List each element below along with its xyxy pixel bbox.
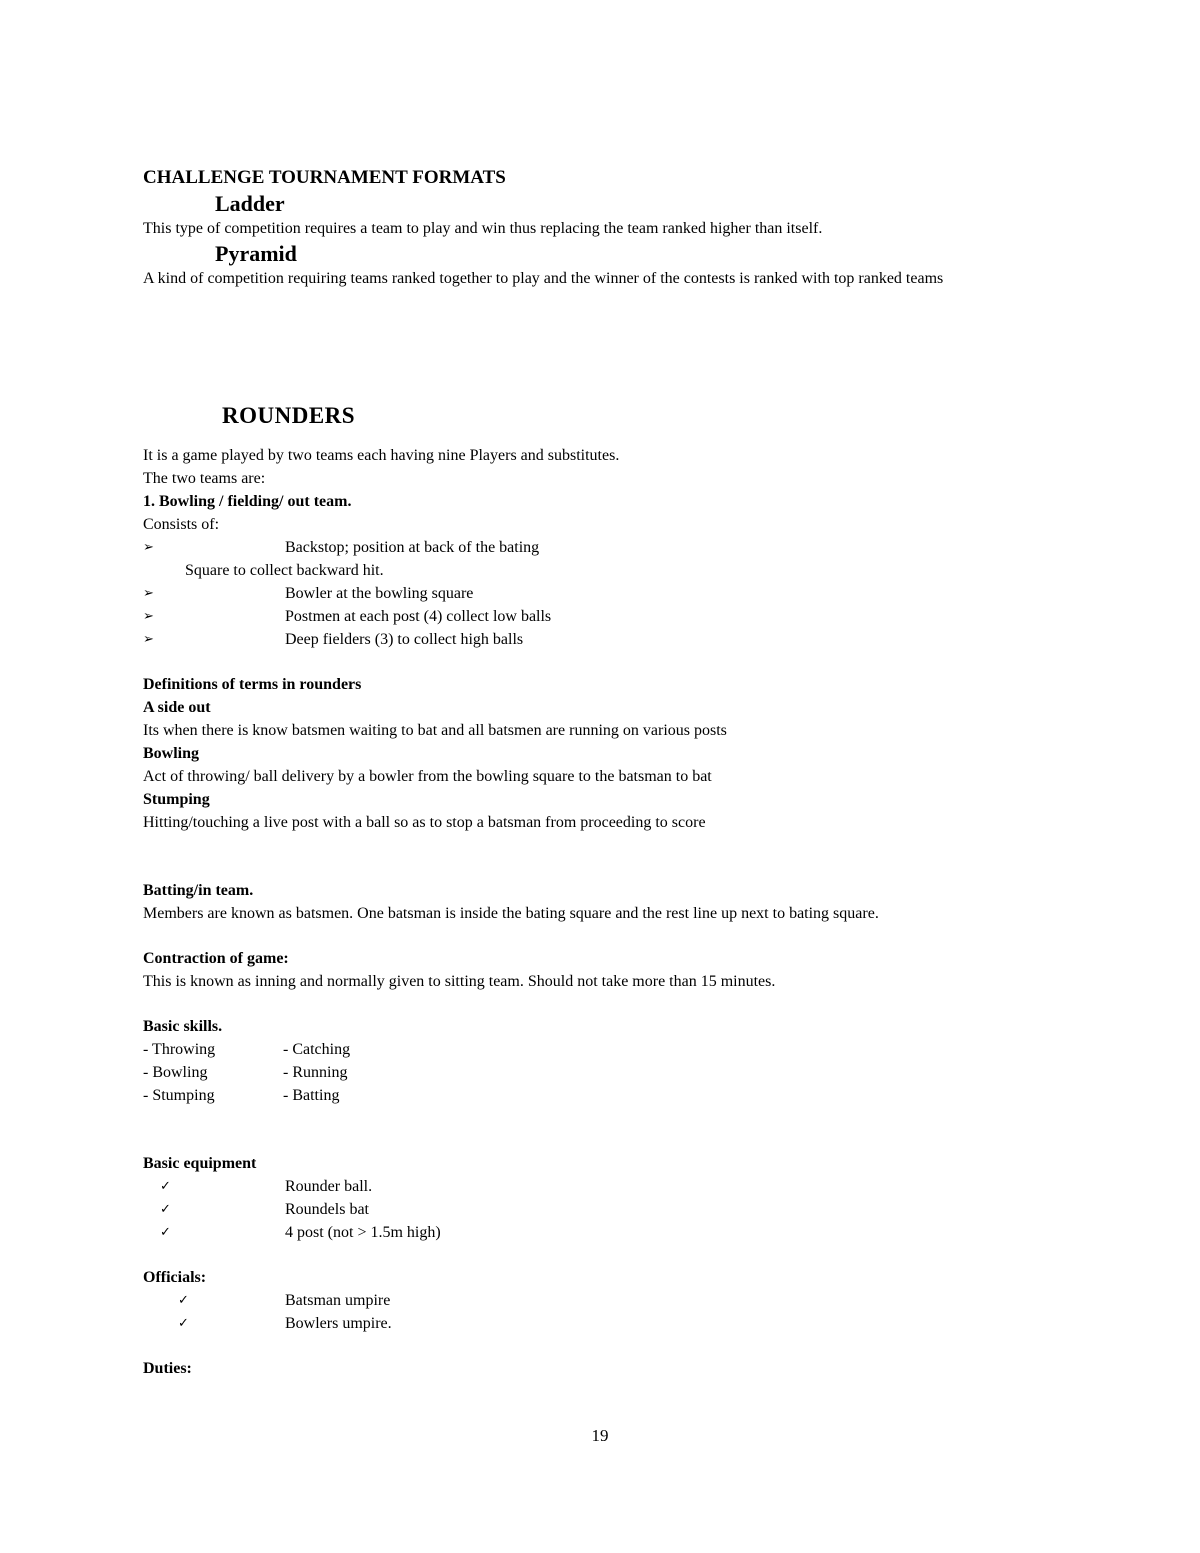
arrow-bullet-icon: ➢ — [143, 586, 154, 601]
skill-item: - Batting — [283, 1087, 340, 1104]
batting-team-description: Members are known as batsmen. One batsman is inside the bating square and the rest line up next to bating square. — [143, 905, 879, 922]
term-name: Stumping — [143, 791, 210, 808]
officials-heading: Officials: — [143, 1269, 207, 1286]
skills-row — [143, 1061, 1058, 1084]
equipment-list-item — [143, 1175, 1058, 1198]
bowling-team-heading: 1. Bowling / fielding/ out team. — [143, 493, 352, 510]
pyramid-description: A kind of competition requiring teams ranked together to play and the winner of the contests is ranked with top ranked teams — [143, 270, 944, 287]
equipment-item-text: Roundels bat — [285, 1201, 369, 1218]
term-name: Bowling — [143, 745, 200, 762]
skill-item: - Catching — [283, 1041, 351, 1058]
fielding-list-item — [143, 536, 1058, 559]
page-content — [143, 166, 1058, 1380]
basic-skills-heading: Basic skills. — [143, 1018, 223, 1035]
definitions-heading: Definitions of terms in rounders — [143, 676, 362, 693]
officials-list-item — [143, 1312, 1058, 1335]
term-definition: Hitting/touching a live post with a ball so as to stop a batsman from proceeding to score — [143, 814, 706, 831]
contraction-description: This is known as inning and normally given to sitting team. Should not take more than 15 minutes. — [143, 973, 776, 990]
arrow-bullet-icon: ➢ — [143, 540, 154, 555]
arrow-bullet-icon: ➢ — [143, 609, 154, 624]
term-name: A side out — [143, 699, 211, 716]
skill-item: - Running — [283, 1064, 348, 1081]
tournament-formats-heading: CHALLENGE TOURNAMENT FORMATS — [143, 167, 506, 188]
skill-item: - Stumping — [143, 1087, 215, 1104]
official-item-text: Bowlers umpire. — [285, 1315, 392, 1332]
checkmark-bullet-icon: ✓ — [178, 1293, 189, 1308]
skill-item: - Bowling — [143, 1064, 208, 1081]
fielding-item-text: Bowler at the bowling square — [285, 585, 474, 602]
equipment-list-item — [143, 1221, 1058, 1244]
basic-equipment-heading: Basic equipment — [143, 1155, 257, 1172]
arrow-bullet-icon: ➢ — [143, 632, 154, 647]
duties-heading: Duties: — [143, 1360, 192, 1377]
officials-list-item — [143, 1289, 1058, 1312]
checkmark-bullet-icon: ✓ — [160, 1202, 171, 1217]
term-definition: Act of throwing/ ball delivery by a bowler from the bowling square to the batsman to bat — [143, 768, 712, 785]
fielding-item-text: Deep fielders (3) to collect high balls — [285, 631, 524, 648]
checkmark-bullet-icon: ✓ — [160, 1179, 171, 1194]
ladder-heading: Ladder — [215, 191, 285, 216]
checkmark-bullet-icon: ✓ — [160, 1225, 171, 1240]
page-number: 19 — [591, 1426, 609, 1445]
fielding-item-text: Postmen at each post (4) collect low balls — [285, 608, 552, 625]
rounders-intro-line1: It is a game played by two teams each having nine Players and substitutes. — [143, 447, 620, 464]
ladder-description: This type of competition requires a team to play and win thus replacing the team ranked higher than itself. — [143, 220, 823, 237]
fielding-item-continuation: Square to collect backward hit. — [185, 562, 384, 579]
rounders-intro-line2: The two teams are: — [143, 470, 266, 487]
pyramid-heading: Pyramid — [215, 241, 297, 266]
equipment-list-item — [143, 1198, 1058, 1221]
term-definition: Its when there is know batsmen waiting to bat and all batsmen are running on various posts — [143, 722, 727, 739]
equipment-item-text: Rounder ball. — [285, 1178, 373, 1195]
fielding-list-item — [143, 582, 1058, 605]
fielding-list-item — [143, 605, 1058, 628]
fielding-item-text: Backstop; position at back of the bating — [285, 539, 540, 556]
equipment-item-text: 4 post (not > 1.5m high) — [285, 1224, 441, 1241]
skills-row — [143, 1084, 1058, 1107]
skills-row — [143, 1038, 1058, 1061]
checkmark-bullet-icon: ✓ — [178, 1316, 189, 1331]
skill-item: - Throwing — [143, 1041, 216, 1058]
rounders-heading: ROUNDERS — [222, 403, 356, 428]
fielding-list-item — [143, 628, 1058, 651]
consists-of-label: Consists of: — [143, 516, 220, 533]
batting-team-heading: Batting/in team. — [143, 882, 254, 899]
official-item-text: Batsman umpire — [285, 1292, 391, 1309]
contraction-heading: Contraction of game: — [143, 950, 289, 967]
